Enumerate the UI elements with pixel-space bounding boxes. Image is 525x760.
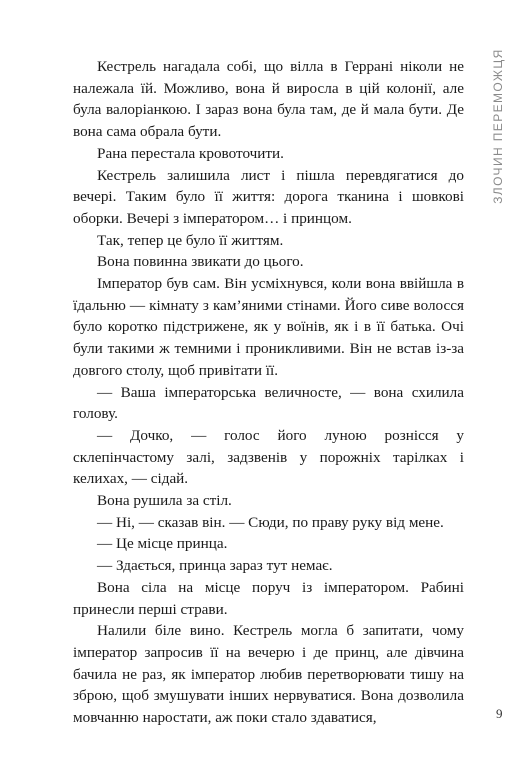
paragraph: Вона сіла на місце поруч із імператором. Рабині принесли перші страви. xyxy=(73,578,464,618)
text-section-1 xyxy=(73,56,464,273)
running-head: ЗЛОЧИН ПЕРЕМОЖЦЯ xyxy=(491,48,505,204)
paragraph: Вона рушила за стіл. xyxy=(97,492,232,510)
paragraph: Налили біле вино. Кестрель могла б запитати, чому імператор запросив її на вечерю і де принц, але дівчина бачила не раз, як імператор любив перетворювати тишу на зброю, щоб змушувати інших нервуватися. Вона дозволила мовчанню наростати, аж поки стало здаватися, xyxy=(73,622,464,727)
text-section-2 xyxy=(73,273,464,729)
paragraph: — Здається, принца зараз тут немає. xyxy=(97,557,333,575)
paragraph: Кестрель залишила лист і пішла перевдягатися до вечері. Таким було її життя: дорога тканина і шовкові оборки. Вечері з імператором… і принцом. xyxy=(73,166,464,227)
paragraph: Вона повинна звикати до цього. xyxy=(97,253,304,271)
paragraph: — Дочко, — голос його луною рознісся у склепінчастому залі, задзвенів у порожніх тарілках і келихах, — сідай. xyxy=(73,426,464,488)
paragraph: Так, тепер це було її життям. xyxy=(97,231,284,249)
paragraph: — Це місце принца. xyxy=(97,535,228,553)
paragraph: — Ні, — сказав він. — Сюди, по праву руку від мене. xyxy=(97,513,444,531)
page-number: 9 xyxy=(496,706,503,721)
paragraph: — Ваша імператорська величносте, — вона схилила голову. xyxy=(73,383,464,423)
paragraph: Кестрель нагадала собі, що вілла в Геррані ніколи не належала їй. Можливо, вона й виросла в цій колонії, але була валоріанкою. І зараз вона була там, де й мала бути. Де вона сама обрала бути. xyxy=(73,58,464,141)
paragraph: Рана перестала кровоточити. xyxy=(97,144,284,162)
paragraph: Імператор був сам. Він усміхнувся, коли вона ввійшла в їдальню — кімнату з кам’яними стінами. Його сиве волосся було коротко підстрижене, як у воїнів, як і в її батька. Очі були такими ж темними і проникливими. Він не встав із-за довгого столу, щоб привітати її. xyxy=(73,275,464,379)
